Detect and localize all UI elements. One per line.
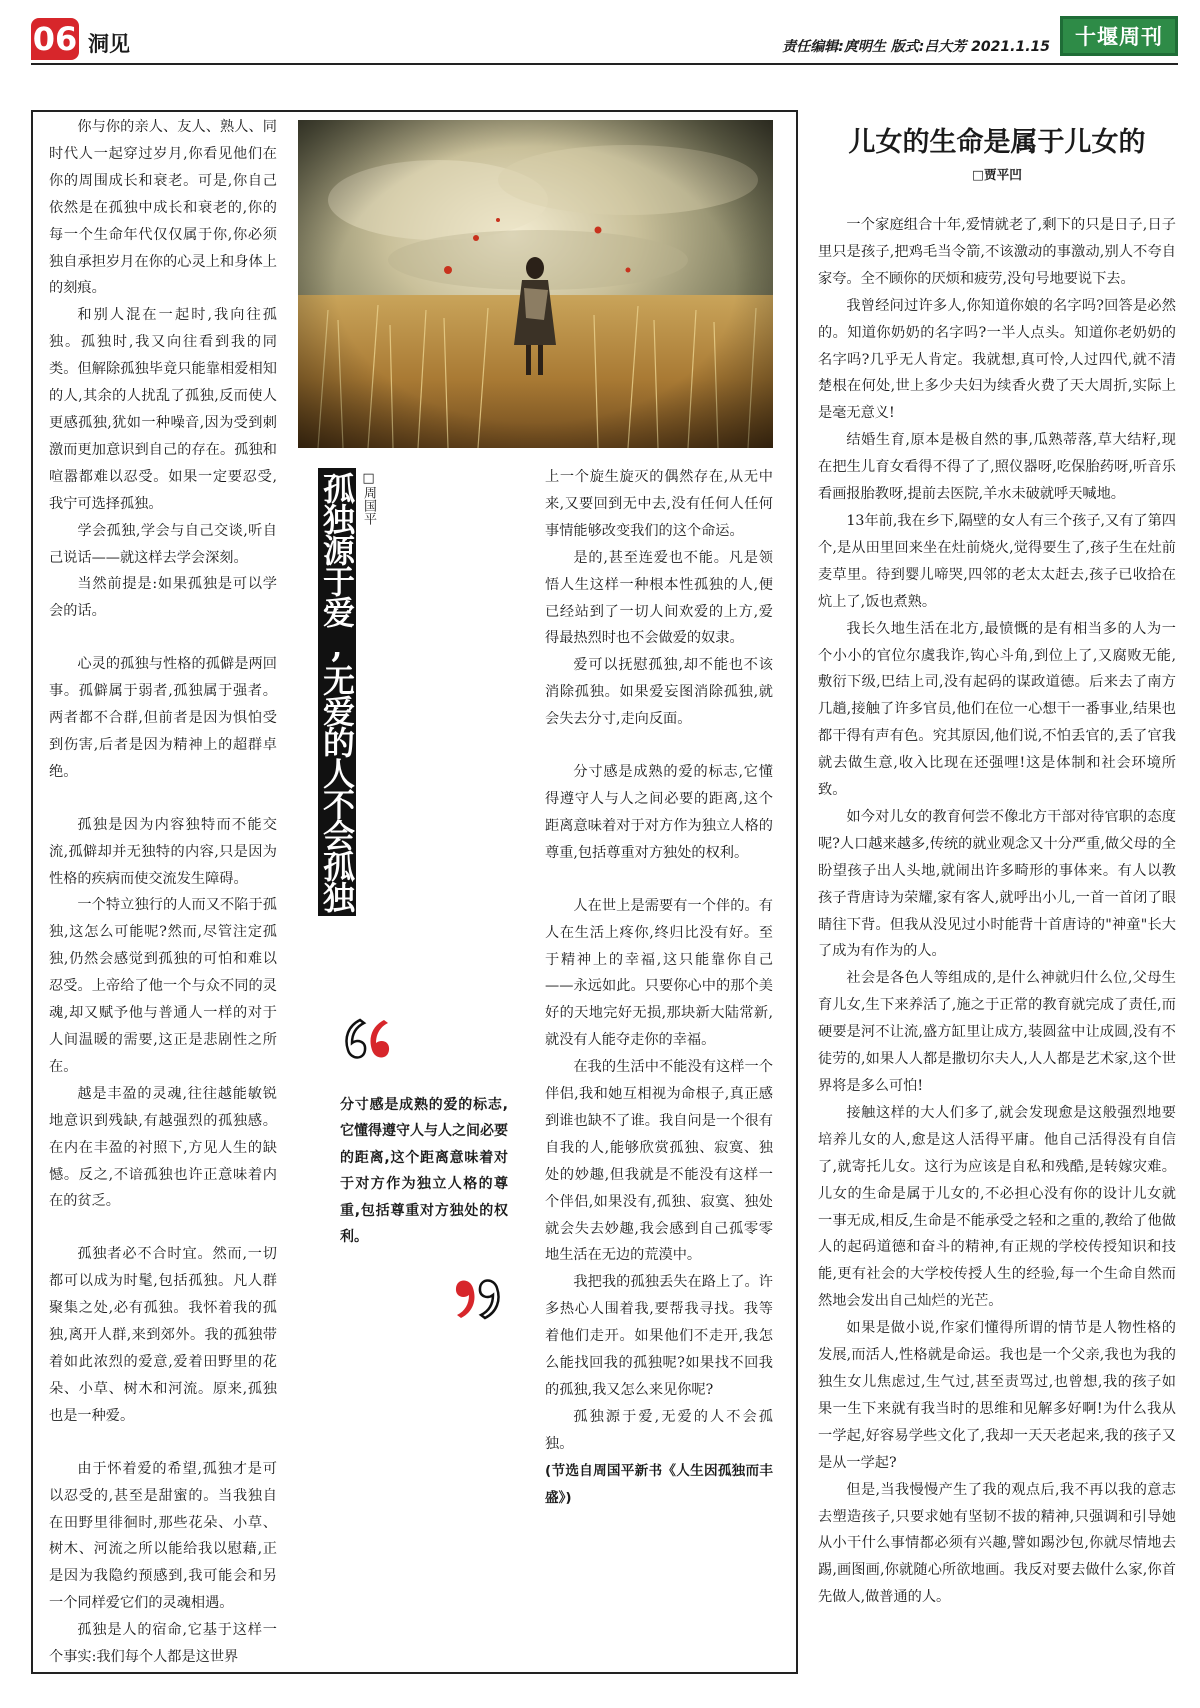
paragraph: 人在世上是需要有一个伴的。有人在生活上疼你,终归比没有好。至于精神上的幸福,这只能靠你自己——永远如此。只要你心中的那个美好的天地完好无损,那块新大陆常新,就没有人能夺走你的幸福。 bbox=[545, 897, 773, 1049]
paragraph: 13年前,我在乡下,隔壁的女人有三个孩子,又有了第四个,是从田里回来坐在灶前烧火,觉得要生了,孩子生在灶前麦草里。待到婴儿啼哭,四邻的老太太赶去,孩子已收拾在炕上了,饭也煮熟。 bbox=[818, 512, 1176, 610]
page-number: 06 bbox=[32, 20, 78, 58]
paragraph: 我长久地生活在北方,最愤慨的是有相当多的人为一个小小的官位尔虞我诈,钩心斗角,到位上了,又腐败无能,敷衍下级,巴结上司,没有起码的谋政道德。后来去了南方几趟,接触了许多官员,他们在位一心想干一番事业,结果也都干得有声有色。究其原因,他们说,不怕丢官的,丢了官我就去做生意,收入比现在还强哩!这是体制和社会环境所致。 bbox=[818, 620, 1176, 799]
paragraph: 我曾经问过许多人,你知道你娘的名字吗?回答是必然的。知道你奶奶的名字吗?一半人点头。知道你老奶奶的名字吗?几乎无人肯定。我就想,真可怜,人过四代,就不清楚根在何处,世上多少夫妇为续香火费了天大周折,实际上是毫无意义! bbox=[818, 297, 1176, 422]
article2-author: □贾平凹 bbox=[972, 167, 1022, 182]
source-note: (节选自周国平新书《人生因孤独而丰盛》) bbox=[545, 1462, 773, 1506]
paragraph: 如果是做小说,作家们懂得所谓的情节是人物性格的发展,而活人,性格就是命运。我也是一个父亲,我也为我的独生女儿焦虑过,生气过,甚至责骂过,也曾想,我的孩子如果一生下来就有我当时的思维和见解多好啊!为什么我从一学起,好容易学些文化了,我却一天天老起来,我的孩子又是从一学起? bbox=[818, 1320, 1176, 1471]
paragraph: 但是,当我慢慢产生了我的观点后,我不再以我的意志去塑造孩子,只要求她有坚韧不拔的精神,只强调和引导她从小干什么事情都必须有兴趣,譬如踢沙包,你就尽情地去踢,画图画,你就随心所欲地画。我反对要去做什么家,你首先做人,做普通的人。 bbox=[818, 1481, 1176, 1606]
paragraph: 学会孤独,学会与自己交谈,听自己说话——就这样去学会深刻。 bbox=[49, 522, 277, 566]
paragraph: 由于怀着爱的希望,孤独才是可以忍受的,甚至是甜蜜的。当我独自在田野里徘徊时,那些花朵、小草、树木、河流之所以能给我以慰藉,正是因为我隐约预感到,我可能会和另一个同样爱它们的灵魂相遇。 bbox=[49, 1460, 277, 1612]
section-name: 洞见 bbox=[88, 32, 130, 56]
paragraph: 越是丰盈的灵魂,往往越能敏锐地意识到残缺,有越强烈的孤独感。在内在丰盈的衬照下,方见人生的缺憾。反之,不谙孤独也许正意味着内在的贫乏。 bbox=[49, 1085, 277, 1210]
paragraph: 我把我的孤独丢失在路上了。许多热心人围着我,要帮我寻找。我等着他们走开。如果他们不走开,我怎么能找回我的孤独呢?如果找不回我的孤独,我又怎么来见你呢? bbox=[545, 1274, 773, 1398]
paragraph: 一个家庭组合十年,爱情就老了,剩下的只是日子,日子里只是孩子,把鸡毛当令箭,不该激动的事激动,别人不夸自家夸。全不顾你的厌烦和疲劳,没句号地要说下去。 bbox=[818, 217, 1176, 287]
paragraph: 孤独是因为内容独特而不能交流,孤僻却并无独特的内容,只是因为性格的疾病而使交流发生障碍。 bbox=[49, 816, 277, 887]
photo-girl-in-wheat-field bbox=[298, 120, 773, 448]
close-quote-mark bbox=[445, 1272, 505, 1332]
paragraph: 接触这样的大人们多了,就会发现愈是这般强烈地要培养儿女的人,愈是这人活得平庸。他自己活得没有自信了,就寄托儿女。这行为应该是自私和残酷,是转嫁灾难。儿女的生命是属于儿女的,不必担心没有你的设计儿女就一事无成,相反,生命是不能承受之轻和之重的,教给了他做人的起码道德和奋斗的精神,有正规的学校传授知识和技能,更有社会的大学校传授人生的经验,每一个生命自然而然地会发出自己灿烂的光芒。 bbox=[818, 1104, 1176, 1310]
paragraph: 爱可以抚慰孤独,却不能也不该消除孤独。如果爱妄图消除孤独,就会失去分寸,走向反面。 bbox=[545, 657, 773, 728]
header-rule bbox=[31, 63, 1178, 65]
paragraph: 孤独是人的宿命,它基于这样一个事实:我们每个人都是这世界 bbox=[49, 1622, 277, 1666]
editors-line: 责任编辑:庹明生 版式:吕大芳 2021.1.15 bbox=[782, 39, 1050, 55]
paragraph: 上一个旋生旋灭的偶然存在,从无中来,又要回到无中去,没有任何人任何事情能够改变我们的这个命运。 bbox=[545, 469, 773, 539]
paragraph: 当然前提是:如果孤独是可以学会的话。 bbox=[49, 576, 277, 620]
open-quote-mark bbox=[340, 1010, 400, 1070]
paragraph: 如今对儿女的教育何尝不像北方干部对待官职的态度呢?人口越来越多,传统的就业观念又十分严重,做父母的全盼望孩子出人头地,就闹出许多畸形的事体来。有人以教孩子背唐诗为荣耀,家有客人,就呼出小儿,一首一首闭了眼睛往下背。但我从没见过小时能背十首唐诗的"神童"长大了成为有作为的人。 bbox=[818, 808, 1176, 960]
article1-author: □周国平 bbox=[361, 471, 376, 525]
paragraph: 在我的生活中不能没有这样一个伴侣,我和她互相视为命根子,真正感到谁也缺不了谁。我自问是一个很有自我的人,能够欣赏孤独、寂寞、独处的妙趣,但我就是不能没有这样一个伴侣,如果没有,孤独、寂寞、独处就会失去妙趣,我会感到自己孤零零地生活在无边的荒漠中。 bbox=[545, 1059, 773, 1264]
article1-middle-column bbox=[545, 464, 773, 1512]
article1-title: 孤独源于爱,无爱的人不会孤独 bbox=[318, 468, 356, 916]
paragraph: 和别人混在一起时,我向往孤独。孤独时,我又向往看到我的同类。但解除孤独毕竟只能靠相爱相知的人,其余的人扰乱了孤独,反而使人更感孤独,犹如一种噪音,因为受到刺激而更加意识到自己的存在。孤独和喧嚣都难以忍受。如果一定要忍受,我宁可选择孤独。 bbox=[49, 307, 277, 512]
paragraph: 是的,甚至连爱也不能。凡是领悟人生这样一种根本性孤独的人,便已经站到了一切人间欢爱的上方,爱得最热烈时也不会做爱的奴隶。 bbox=[545, 549, 773, 647]
article2-body bbox=[818, 212, 1176, 1611]
paragraph: 孤独者必不合时宜。然而,一切都可以成为时髦,包括孤独。凡人群聚集之处,必有孤独。我怀着我的孤独,离开人群,来到郊外。我的孤独带着如此浓烈的爱意,爱着田野里的花朵、小草、树木和河流。原来,孤独也是一种爱。 bbox=[49, 1246, 277, 1424]
article1-left-column bbox=[49, 114, 277, 1671]
article2-title: 儿女的生命是属于儿女的 bbox=[848, 127, 1146, 158]
pull-quote: 分寸感是成熟的爱的标志,它懂得遵守人与人之间必要的距离,这个距离意味着对于对方作为独立人格的尊重,包括尊重对方独处的权利。 bbox=[340, 1097, 508, 1246]
paragraph: 社会是各色人等组成的,是什么神就归什么位,父母生育儿女,生下来养活了,施之于正常的教育就完成了责任,而硬要是河不让流,盛方缸里让成方,装圆盆中让成圆,没有不徒劳的,如果人人都是撒切尔夫人,人人都是艺术家,这个世界将是多么可怕! bbox=[818, 970, 1176, 1094]
paragraph: 分寸感是成熟的爱的标志,它懂得遵守人与人之间必要的距离,这个距离意味着对于对方作为独立人格的尊重,包括尊重对方独处的权利。 bbox=[545, 764, 773, 861]
paragraph: 结婚生育,原本是极自然的事,瓜熟蒂落,草大结籽,现在把生儿育女看得不得了了,照仪器呀,吃保胎药呀,听音乐看画报胎教呀,提前去医院,羊水未破就呼天喊地。 bbox=[818, 432, 1176, 503]
article-photo bbox=[298, 120, 773, 448]
paragraph: 孤独源于爱,无爱的人不会孤独。 bbox=[545, 1408, 773, 1452]
brand-logo bbox=[1060, 16, 1178, 56]
paragraph: 一个特立独行的人而又不陷于孤独,这怎么可能呢?然而,尽管注定孤独,仍然会感觉到孤独的可怕和难以忍受。上帝给了他一个与众不同的灵魂,却又赋予他与普通人一样的对于人间温暖的需要,这正是悲剧性之所在。 bbox=[49, 897, 277, 1075]
brand-text: 十堰周刊 bbox=[1075, 24, 1163, 49]
paragraph: 你与你的亲人、友人、熟人、同时代人一起穿过岁月,你看见他们在你的周围成长和衰老。可是,你自己依然是在孤独中成长和衰老的,你的每一个生命年代仅仅属于你,你必须独自承担岁月在你的心灵上和身体上的刻痕。 bbox=[49, 119, 277, 297]
paragraph: 心灵的孤独与性格的孤僻是两回事。孤僻属于弱者,孤独属于强者。两者都不合群,但前者是因为惧怕受到伤害,后者是因为精神上的超群卓绝。 bbox=[49, 656, 277, 780]
